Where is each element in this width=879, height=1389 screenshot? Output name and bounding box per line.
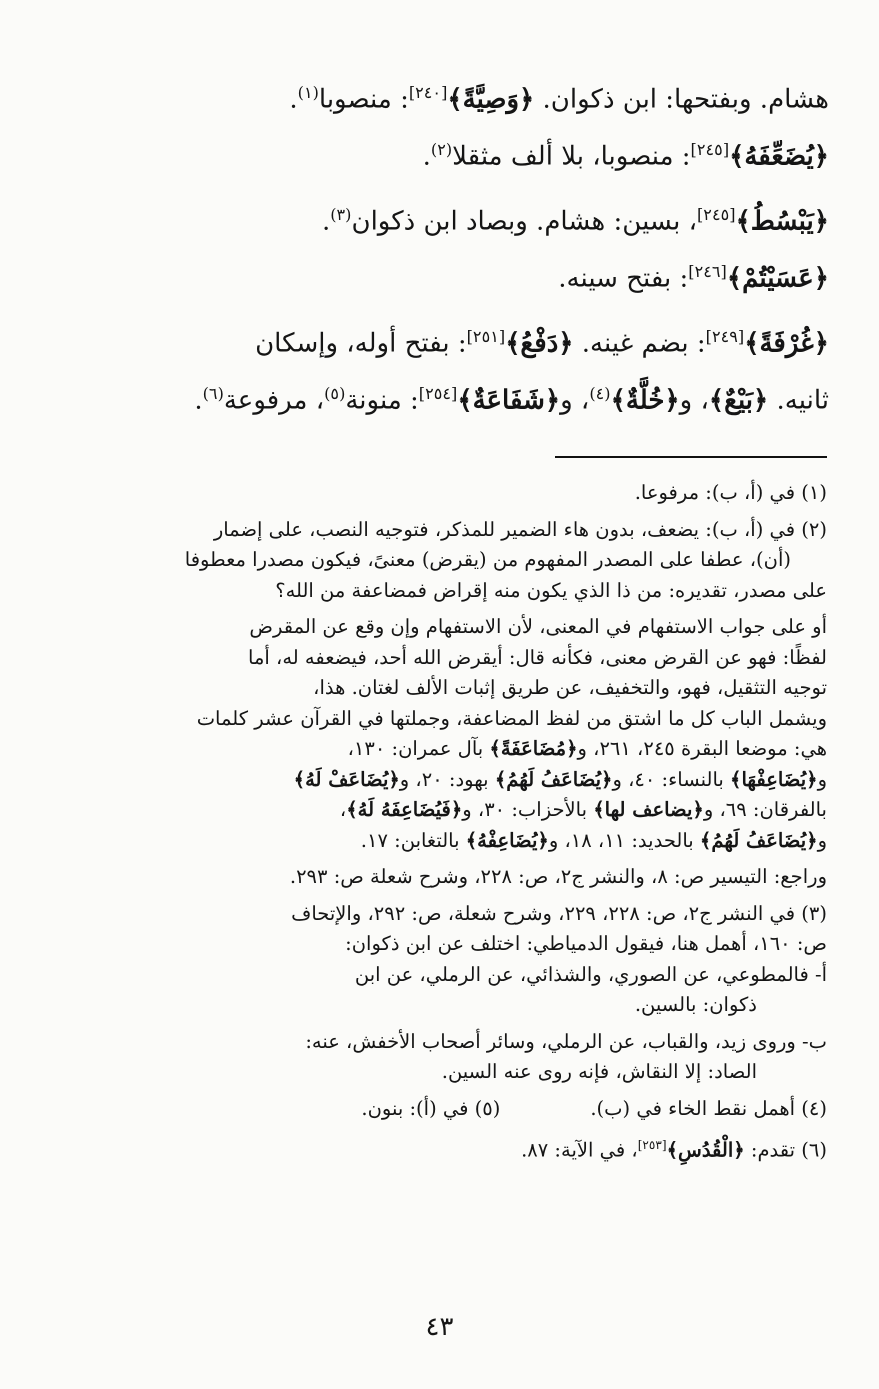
note-text: ،	[339, 798, 347, 821]
footnote-5: (٥) في (أ): بنون.	[361, 1096, 501, 1120]
footnote-mark: (٦)	[202, 383, 224, 403]
quran-word: ﴿الْقُدُسِ﴾	[666, 1138, 745, 1162]
main-paragraph-1	[49, 68, 829, 181]
main-text: ، بسين: هشام. وبصاد ابن ذكوان	[351, 206, 697, 237]
main-text: .	[289, 84, 298, 115]
note-text: بالتغابن: ١٧.	[360, 828, 466, 852]
verse-ref: [٢٥٣]	[637, 1138, 667, 1152]
main-text: ، و	[679, 385, 709, 416]
verse-ref: [٢٤٥]	[690, 139, 730, 159]
quran-word: ﴿يُضَاعِفْهَا﴾	[730, 767, 818, 791]
note-text: بهود: ٢٠، و	[399, 767, 495, 791]
main-line	[49, 312, 829, 369]
footnote-2-line: أو على جواب الاستفهام في المعنى، لأن الاستفهام وإن وقع عن المقرض	[249, 615, 827, 638]
quran-word: ﴿فَيُضَاعِفَهُ لَهُ﴾	[346, 798, 463, 821]
footnote-6	[47, 1130, 827, 1166]
note-text: و	[817, 767, 827, 791]
main-text: : بفتح أوله، وإسكان	[255, 328, 467, 359]
quran-word: ﴿خُلَّةٌ﴾	[610, 385, 680, 416]
note-text: و	[817, 828, 827, 852]
main-paragraph-3	[49, 312, 829, 425]
main-text: : منصوبا، بلا ألف مثقلا	[452, 141, 691, 172]
main-text: ، و	[560, 385, 590, 416]
main-text: : منونة	[345, 385, 419, 416]
quran-word: ﴿مُضَاعَفَةً﴾	[489, 737, 578, 760]
footnote-mark: (٣)	[330, 205, 352, 224]
quran-word: ﴿عَسَيْتُمْ﴾	[726, 263, 829, 294]
footnote-2-line: ويشمل الباب كل ما اشتق من لفظ المضاعفة، وجملتها في القرآن عشر كلمات	[196, 706, 827, 730]
footnote-2-line: على مصدر، تقديره: من ذا الذي يكون منه إقراض فمضاعفة من الله؟	[275, 578, 827, 602]
note-text: هي: موضعا البقرة ٢٤٥، ٢٦١، و	[577, 737, 827, 760]
quran-word: ﴿دَفْعُ﴾	[505, 328, 574, 359]
footnote-3-line: الصاد: إلا النقاش، فإنه روى عنه السين.	[441, 1060, 757, 1083]
page-number: ٤٣	[425, 1312, 454, 1342]
quran-word: ﴿يُضَاعَفُ لَهُمُ﴾	[494, 767, 613, 791]
footnote-2-line	[47, 826, 827, 857]
quran-word: ﴿يُضَاعَفُ لَهُمُ﴾	[699, 828, 818, 852]
main-text: .	[321, 206, 331, 237]
quran-word: ﴿شَفَاعَةٌ﴾	[457, 385, 561, 416]
footnotes	[47, 478, 827, 1166]
verse-ref: [٢٥٤]	[418, 383, 458, 403]
quran-word: ﴿يُضَعِّفَهُ﴾	[729, 141, 829, 172]
main-text: : بفتح سينه.	[558, 263, 689, 294]
footnote-2-line: (أن)، عطفا على المصدر المفهوم من (يقرض) معنىً، فيكون مصدرا معطوفا	[184, 548, 791, 571]
footnote-mark: (٥)	[324, 383, 346, 403]
main-text: ثانيه.	[768, 385, 829, 416]
quran-word: ﴿غُرْفَةً﴾	[744, 328, 829, 359]
note-text: بالأحزاب: ٣٠، و	[462, 798, 594, 821]
footnote-2-line	[47, 734, 827, 765]
main-line	[49, 68, 829, 125]
quran-word: ﴿يُضَاعِفْهُ﴾	[465, 828, 549, 852]
footnote-4: (٤) أهمل نقط الخاء في (ب).	[590, 1096, 827, 1120]
footnote-3-line: ب- وروى زيد، والقباب، عن الرملي، وسائر أصحاب الأخفش، عنه:	[305, 1029, 827, 1053]
main-line	[49, 190, 829, 247]
footnote-divider	[555, 456, 827, 458]
note-text: ، في الآية: ٨٧.	[521, 1138, 638, 1162]
verse-ref: [٢٤٠]	[408, 83, 448, 102]
quran-word: ﴿بَيْعٌ﴾	[708, 385, 769, 416]
main-line	[49, 369, 829, 426]
main-line	[49, 125, 829, 182]
footnote-3-line: أ- فالمطوعي، عن الصوري، والشذائي، عن الرملي، عن ابن	[354, 962, 827, 986]
footnote-4-5-line	[47, 1094, 827, 1125]
footnote-2-line: لفظًا: فهو عن القرض معنى، فكأنه قال: أيقرض الله أحد، فيضعفه له، أما	[248, 645, 827, 669]
note-text: بالنساء: ٤٠، و	[612, 767, 731, 791]
footnote-2-line: (٢) في (أ، ب): يضعف، بدون هاء الضمير للمذكر، فتوجيه النصب، على إضمار	[213, 517, 827, 541]
quran-word: ﴿يُضَاعَفْ لَهُ﴾	[293, 767, 400, 791]
note-text: بالحديد: ١١، ١٨، و	[548, 828, 700, 852]
note-text: (٦) تقدم:	[744, 1138, 827, 1162]
quran-word: ﴿يضاعف لها﴾	[593, 798, 704, 821]
main-text: هشام. وبفتحها: ابن ذكوان.	[534, 84, 829, 115]
footnote-2-line: توجيه التثقيل، فهو، والتخفيف، عن طريق إثبات الألف لغتان. هذا،	[313, 676, 827, 699]
footnote-1: (١) في (أ، ب): مرفوعا.	[634, 481, 827, 504]
main-text: : بضم غينه.	[573, 328, 706, 359]
footnote-3-line: ص: ١٦٠، أهمل هنا، فيقول الدمياطي: اختلف عن ابن ذكوان:	[345, 932, 827, 955]
main-text: .	[422, 141, 431, 172]
quran-word: ﴿وَصِيَّةً﴾	[447, 84, 535, 115]
main-text: : منصوبا	[318, 84, 409, 115]
footnote-3-line: (٣) في النشر ج٢، ص: ٢٢٨، ٢٢٩، وشرح شعلة، ص: ٢٩٢، والإتحاف	[291, 901, 827, 925]
footnote-2-line	[47, 765, 827, 796]
footnote-mark: (٤)	[589, 383, 611, 403]
main-paragraph-2	[49, 190, 829, 303]
main-text: .	[194, 385, 203, 416]
note-text: بآل عمران: ١٣٠،	[347, 737, 490, 760]
footnote-mark: (١)	[297, 83, 319, 102]
footnote-3-line: ذكوان: بالسين.	[634, 993, 757, 1016]
verse-ref: [٢٤٦]	[688, 261, 727, 281]
footnote-2-line: وراجع: التيسير ص: ٨، والنشر ج٢، ص: ٢٢٨، وشرح شعلة ص: ٢٩٣.	[289, 865, 827, 888]
quran-word: ﴿يَبْسُطُ﴾	[735, 206, 829, 237]
main-text: ، مرفوعة	[223, 385, 325, 416]
verse-ref: [٢٥١]	[466, 327, 506, 346]
main-line	[49, 247, 829, 304]
verse-ref: [٢٤٩]	[705, 327, 745, 346]
footnote-2-line	[47, 795, 827, 826]
footnote-mark: (٢)	[430, 139, 453, 159]
verse-ref: [٢٤٥]	[697, 205, 736, 224]
note-text: بالفرقان: ٦٩، و	[703, 798, 827, 821]
